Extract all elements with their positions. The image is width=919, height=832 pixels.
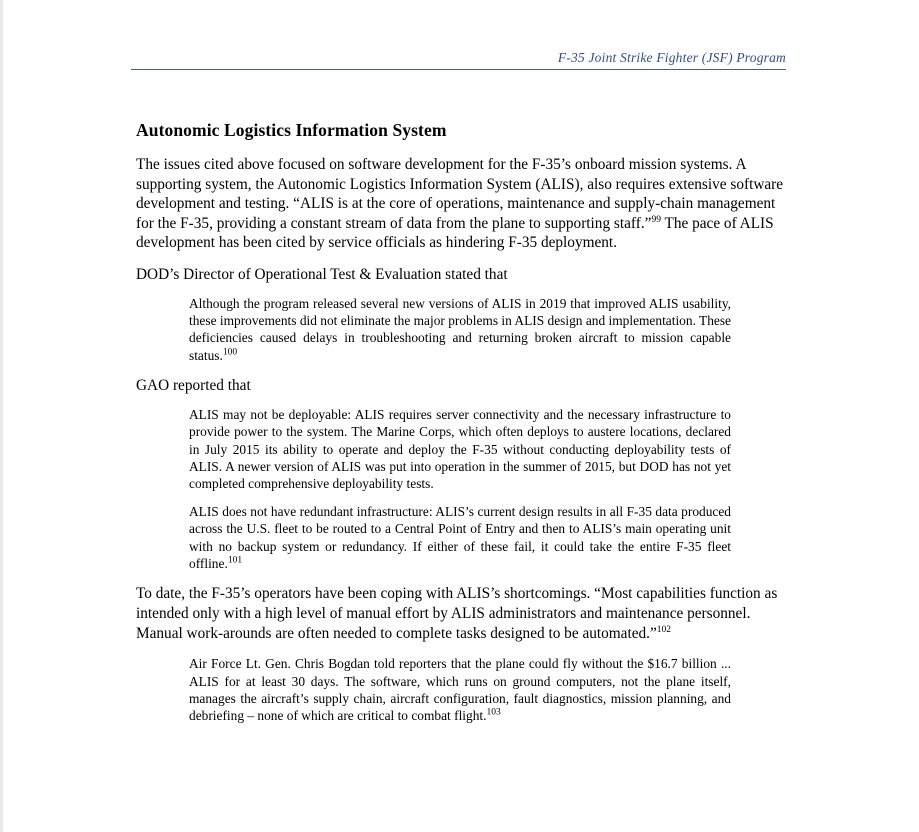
blockquote-gao-text-2 (189, 503, 731, 573)
paragraph-intro (136, 155, 786, 253)
page-header (131, 50, 786, 70)
operators-text: To date, the F-35’s operators have been coping with ALIS’s shortcomings. “Most capabilities function as intended only with a high level of manual effort by ALIS administrators and maintenance personnel. Manual work-arounds are often needed to complete tasks designed to be automated.” (136, 585, 778, 642)
footnote-marker-102: 102 (656, 624, 672, 635)
footnote-marker-99: 99 (651, 214, 661, 225)
running-header-text: F-35 Joint Strike Fighter (JSF) Program (557, 50, 786, 65)
document-body (136, 120, 786, 737)
lead-in-gao: GAO reported that (136, 377, 251, 395)
intro-text: The issues cited above focused on software development for the F-35’s onboard mission systems. A supporting system, the Autonomic Logistics Information System (ALIS), also requires extensive software development and testing. “ALIS is at the core of operations, maintenance and supply-chain management for the F-35, providing a constant stream of data from the plane to supporting staff.” (136, 156, 784, 232)
blockquote-bogdan (136, 655, 786, 725)
footnote-marker-103: 103 (486, 707, 501, 718)
bogdan-quote-body: Air Force Lt. Gen. Chris Bogdan told reporters that the plane could fly without the $16.7 billion ... ALIS for at least 30 days. The software, which runs on ground computers, not the plane itself, manages the aircraft’s supply chain, aircraft configuration, fault diagnostics, mission planning, and debriefing – none of which are critical to combat flight. (189, 656, 731, 724)
blockquote-dote (136, 295, 786, 365)
footnote-marker-101: 101 (227, 555, 243, 566)
blockquote-gao (136, 406, 786, 573)
blockquote-gao-text-1: ALIS may not be deployable: ALIS requires server connectivity and the necessary infrastructure to provide power to the system. The Marine Corps, which often deploys to austere locations, declared in July 2015 its ability to operate and deploy the F-35 without conducting deployability tests of ALIS. A newer version of ALIS was put into operation in the summer of 2015, but DOD has not yet completed comprehensive deployability tests. (189, 406, 731, 492)
lead-in-dote: DOD’s Director of Operational Test & Evaluation stated that (136, 265, 508, 283)
intro-tail-text: The pace of ALIS development has been cited by service officials as hindering F-35 deployment. (136, 214, 774, 252)
header-divider (131, 69, 786, 70)
blockquote-dote-text (189, 295, 731, 365)
page-edge-strip (0, 0, 3, 832)
page-title: Autonomic Logistics Information System (136, 120, 447, 140)
footnote-marker-100: 100 (222, 347, 238, 358)
dote-quote-body: Although the program released several new versions of ALIS in 2019 that improved ALIS usability, these improvements did not eliminate the major problems in ALIS design and implementation. These deficiencies caused delays in troubleshooting and returning broken aircraft to mission capable status. (189, 295, 731, 363)
paragraph-operators (136, 584, 786, 643)
gao-quote-2-body: ALIS does not have redundant infrastructure: ALIS’s current design results in all F-35 data produced across the U.S. fleet to be routed to a Central Point of Entry and then to ALIS’s main operating unit with no backup system or redundancy. If either of these fail, it could take the entire F-35 fleet offline. (189, 503, 731, 572)
blockquote-bogdan-text (189, 655, 731, 725)
